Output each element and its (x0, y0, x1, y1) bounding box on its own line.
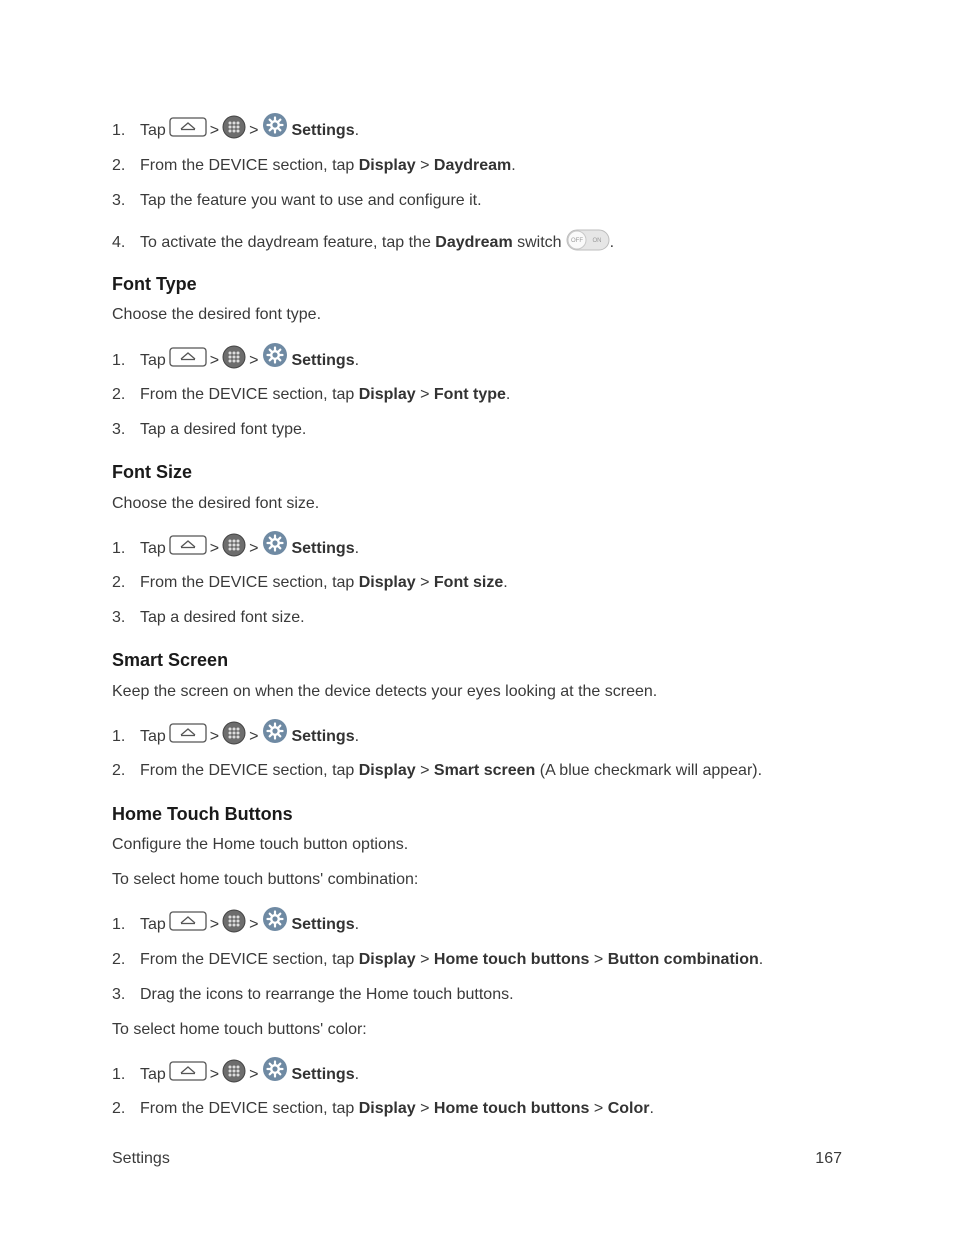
daydream-step-4: 4. To activate the daydream feature, tap the Daydream switch OFF ON . (112, 226, 894, 260)
font-size-step-3: 3. Tap a desired font size. (112, 609, 305, 626)
font-size-heading: Font Size (112, 462, 192, 482)
home-key-icon (169, 347, 207, 367)
footer-section-name: Settings (112, 1150, 170, 1167)
font-size-step-2: 2. From the DEVICE section, tap Display > Font size . (112, 574, 508, 591)
combination-step-3: 3. Drag the icons to rearrange the Home touch buttons. (112, 986, 514, 1003)
home-touch-combination-intro: To select home touch buttons' combination: (112, 871, 419, 888)
apps-icon (222, 533, 246, 557)
apps-icon (222, 721, 246, 745)
smart-screen-step-2: 2. From the DEVICE section, tap Display > Smart screen (A blue checkmark will appear). (112, 762, 763, 779)
settings-gear-icon (262, 530, 288, 556)
smart-screen-intro: Keep the screen on when the device detects your eyes looking at the screen. (112, 683, 658, 700)
home-touch-color-intro: To select home touch buttons' color: (112, 1021, 367, 1038)
font-type-intro: Choose the desired font type. (112, 306, 322, 323)
settings-gear-icon (262, 1056, 288, 1082)
font-type-step-1: 1. Tap > > Settings . (112, 344, 894, 378)
smart-screen-step-1: 1. Tap > > Settings . (112, 720, 894, 754)
daydream-step-3: 3. Tap the feature you want to use and configure it. (112, 192, 482, 209)
color-step-1: 1. Tap > > Settings . (112, 1058, 894, 1092)
font-type-step-2: 2. From the DEVICE section, tap Display > Font type . (112, 386, 511, 403)
toggle-on-label: ON (592, 238, 602, 245)
home-key-icon (169, 535, 207, 555)
apps-icon (222, 115, 246, 139)
home-key-icon (169, 117, 207, 137)
smart-screen-heading: Smart Screen (112, 650, 229, 670)
combination-step-1: 1. Tap > > Settings . (112, 908, 894, 942)
footer-page-number: 167 (815, 1150, 842, 1167)
home-key-icon (169, 723, 207, 743)
color-step-2: 2. From the DEVICE section, tap Display > Home touch buttons > Color . (112, 1100, 654, 1117)
font-type-step-3: 3. Tap a desired font type. (112, 421, 307, 438)
apps-icon (222, 1059, 246, 1083)
settings-gear-icon (262, 112, 288, 138)
font-size-intro: Choose the desired font size. (112, 495, 320, 512)
settings-gear-icon (262, 718, 288, 744)
apps-icon (222, 345, 246, 369)
home-key-icon (169, 1061, 207, 1081)
apps-icon (222, 909, 246, 933)
daydream-step-1: 1. Tap > > Settings . (112, 114, 894, 148)
settings-gear-icon (262, 342, 288, 368)
home-key-icon (169, 911, 207, 931)
toggle-off-label: OFF (570, 238, 583, 245)
home-touch-heading: Home Touch Buttons (112, 804, 293, 824)
combination-step-2: 2. From the DEVICE section, tap Display > Home touch buttons > Button combination . (112, 951, 764, 968)
font-type-heading: Font Type (112, 274, 197, 294)
settings-gear-icon (262, 906, 288, 932)
daydream-switch-icon (566, 228, 610, 252)
font-size-step-1: 1. Tap > > Settings . (112, 532, 894, 566)
daydream-step-2: 2. From the DEVICE section, tap Display > Daydream . (112, 157, 516, 174)
home-touch-intro: Configure the Home touch button options. (112, 836, 409, 853)
